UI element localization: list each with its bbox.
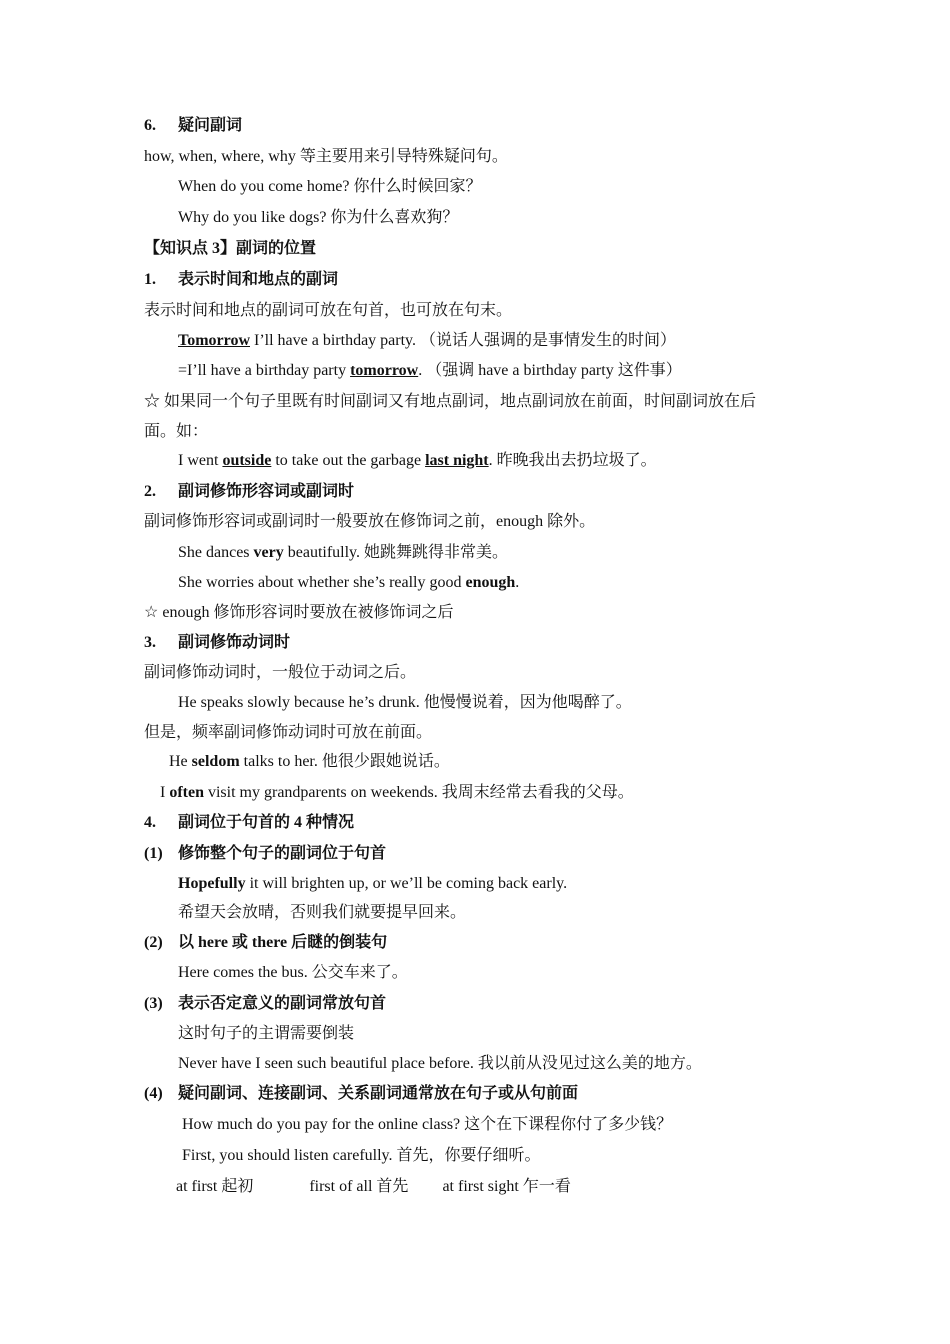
emphasized-word: last night [425, 452, 489, 469]
phrase-row [176, 1177, 571, 1197]
case-4-heading [144, 1084, 578, 1104]
case-title: 表示否定意义的副词常放句首 [178, 995, 387, 1012]
point-title: 副词修饰形容词或副词时 [178, 483, 355, 500]
sentence-text: visit my grandparents on weekends. 我周末经常去看我的父母。 [203, 784, 634, 801]
point-2-heading [144, 482, 354, 502]
phrase-item: at first 起初 [176, 1178, 254, 1195]
example-translation: 希望天会放晴，否则我们就要提早回来。 [178, 904, 467, 921]
note-line: 面。如： [144, 423, 209, 440]
example-sentence [178, 361, 682, 381]
case-note: 这时句子的主谓需要倒装 [178, 1025, 355, 1042]
sentence-text: it will brighten up, or we’ll be coming back early. [245, 875, 568, 892]
section-number: 6. [144, 117, 156, 134]
example-sentence [169, 752, 450, 772]
point-number: 1. [144, 271, 156, 288]
sentence-text: . [515, 574, 520, 591]
emphasized-word: very [253, 544, 284, 561]
phrase-item: first of all 首先 [309, 1178, 409, 1195]
example-sentence: Never have I seen such beautiful place before. 我以前从没见过这么美的地方。 [178, 1055, 702, 1072]
point-number: 3. [144, 634, 156, 651]
case-2-heading [144, 933, 387, 953]
emphasized-word: outside [222, 452, 272, 469]
section-6-heading [144, 116, 242, 136]
case-title: 疑问副词、连接副词、关系副词通常放在句子或从句前面 [178, 1085, 579, 1102]
emphasized-word: tomorrow [350, 362, 419, 379]
point-number: 4. [144, 814, 156, 831]
case-1-heading [144, 844, 386, 864]
example-sentence [178, 573, 519, 593]
sentence-text: She dances [178, 544, 254, 561]
case-number: (2) [144, 934, 163, 951]
point-title: 副词位于句首的 4 种情况 [178, 814, 355, 831]
point-number: 2. [144, 483, 156, 500]
point-3-heading [144, 633, 290, 653]
point-4-heading [144, 813, 354, 833]
sentence-text: to take out the garbage [271, 452, 426, 469]
point-1-heading [144, 270, 338, 290]
emphasized-word: often [169, 784, 204, 801]
example-sentence: Here comes the bus. 公交车来了。 [178, 964, 408, 981]
example-sentence: How much do you pay for the online class? 这个在下课程你付了多少钱？ [182, 1116, 673, 1133]
sentence-text: beautifully. 她跳舞跳得非常美。 [283, 544, 509, 561]
sentence-text: She worries about whether she’s really good [178, 574, 466, 591]
example-sentence [178, 451, 657, 471]
example-sentence: First, you should listen carefully. 首先，你要仔细听。 [182, 1147, 541, 1164]
point-2-intro: 副词修饰形容词或副词时一般要放在修饰词之前，enough 除外。 [144, 513, 596, 530]
case-number: (1) [144, 845, 163, 862]
point-3-note: 但是，频率副词修饰动词时可放在前面。 [144, 724, 433, 741]
example-sentence [178, 543, 508, 563]
case-3-heading [144, 994, 386, 1014]
emphasized-word: seldom [191, 753, 240, 770]
case-title: 以 here 或 there 后瞇的倒装句 [178, 934, 388, 951]
case-number: (3) [144, 995, 163, 1012]
sentence-text: =I’ll have a birthday party [178, 362, 351, 379]
section-6-intro: how, when, where, why 等主要用来引导特殊疑问句。 [144, 148, 508, 165]
knowledge-point-title: 【知识点 3】副词的位置 [144, 240, 317, 257]
section-title: 疑问副词 [178, 117, 243, 134]
sentence-text: . （强调 have a birthday party 这件事） [418, 362, 682, 379]
example-sentence [178, 874, 567, 894]
example-sentence: He speaks slowly because he’s drunk. 他慢慢说着，因为他喝醉了。 [178, 694, 632, 711]
phrase-item: at first sight 乍一看 [442, 1178, 571, 1195]
sentence-text: I [160, 784, 170, 801]
example-sentence: When do you come home? 你什么时候回家？ [178, 178, 482, 195]
point-3-intro: 副词修饰动词时，一般位于动词之后。 [144, 664, 417, 681]
case-number: (4) [144, 1085, 163, 1102]
sentence-text: talks to her. 他很少跟她说话。 [239, 753, 450, 770]
point-title: 副词修饰动词时 [178, 634, 291, 651]
example-sentence [178, 331, 676, 351]
sentence-text: . 昨晚我出去扔垃圾了。 [488, 452, 657, 469]
emphasized-word: enough [465, 574, 516, 591]
sentence-text: He [169, 753, 192, 770]
example-sentence: Why do you like dogs? 你为什么喜欢狗？ [178, 209, 459, 226]
note-line: ☆ 如果同一个句子里既有时间副词又有地点副词，地点副词放在前面，时间副词放在后 [144, 393, 757, 410]
emphasized-word: Tomorrow [178, 332, 250, 349]
point-title: 表示时间和地点的副词 [178, 271, 339, 288]
emphasized-word: Hopefully [178, 875, 246, 892]
example-sentence [160, 783, 634, 803]
sentence-text: I went [178, 452, 223, 469]
case-title: 修饰整个句子的副词位于句首 [178, 845, 387, 862]
note-line: ☆ enough 修饰形容词时要放在被修饰词之后 [144, 604, 454, 621]
sentence-text: I’ll have a birthday party. （说话人强调的是事情发生的时间） [250, 332, 677, 349]
point-1-intro: 表示时间和地点的副词可放在句首，也可放在句末。 [144, 302, 513, 319]
